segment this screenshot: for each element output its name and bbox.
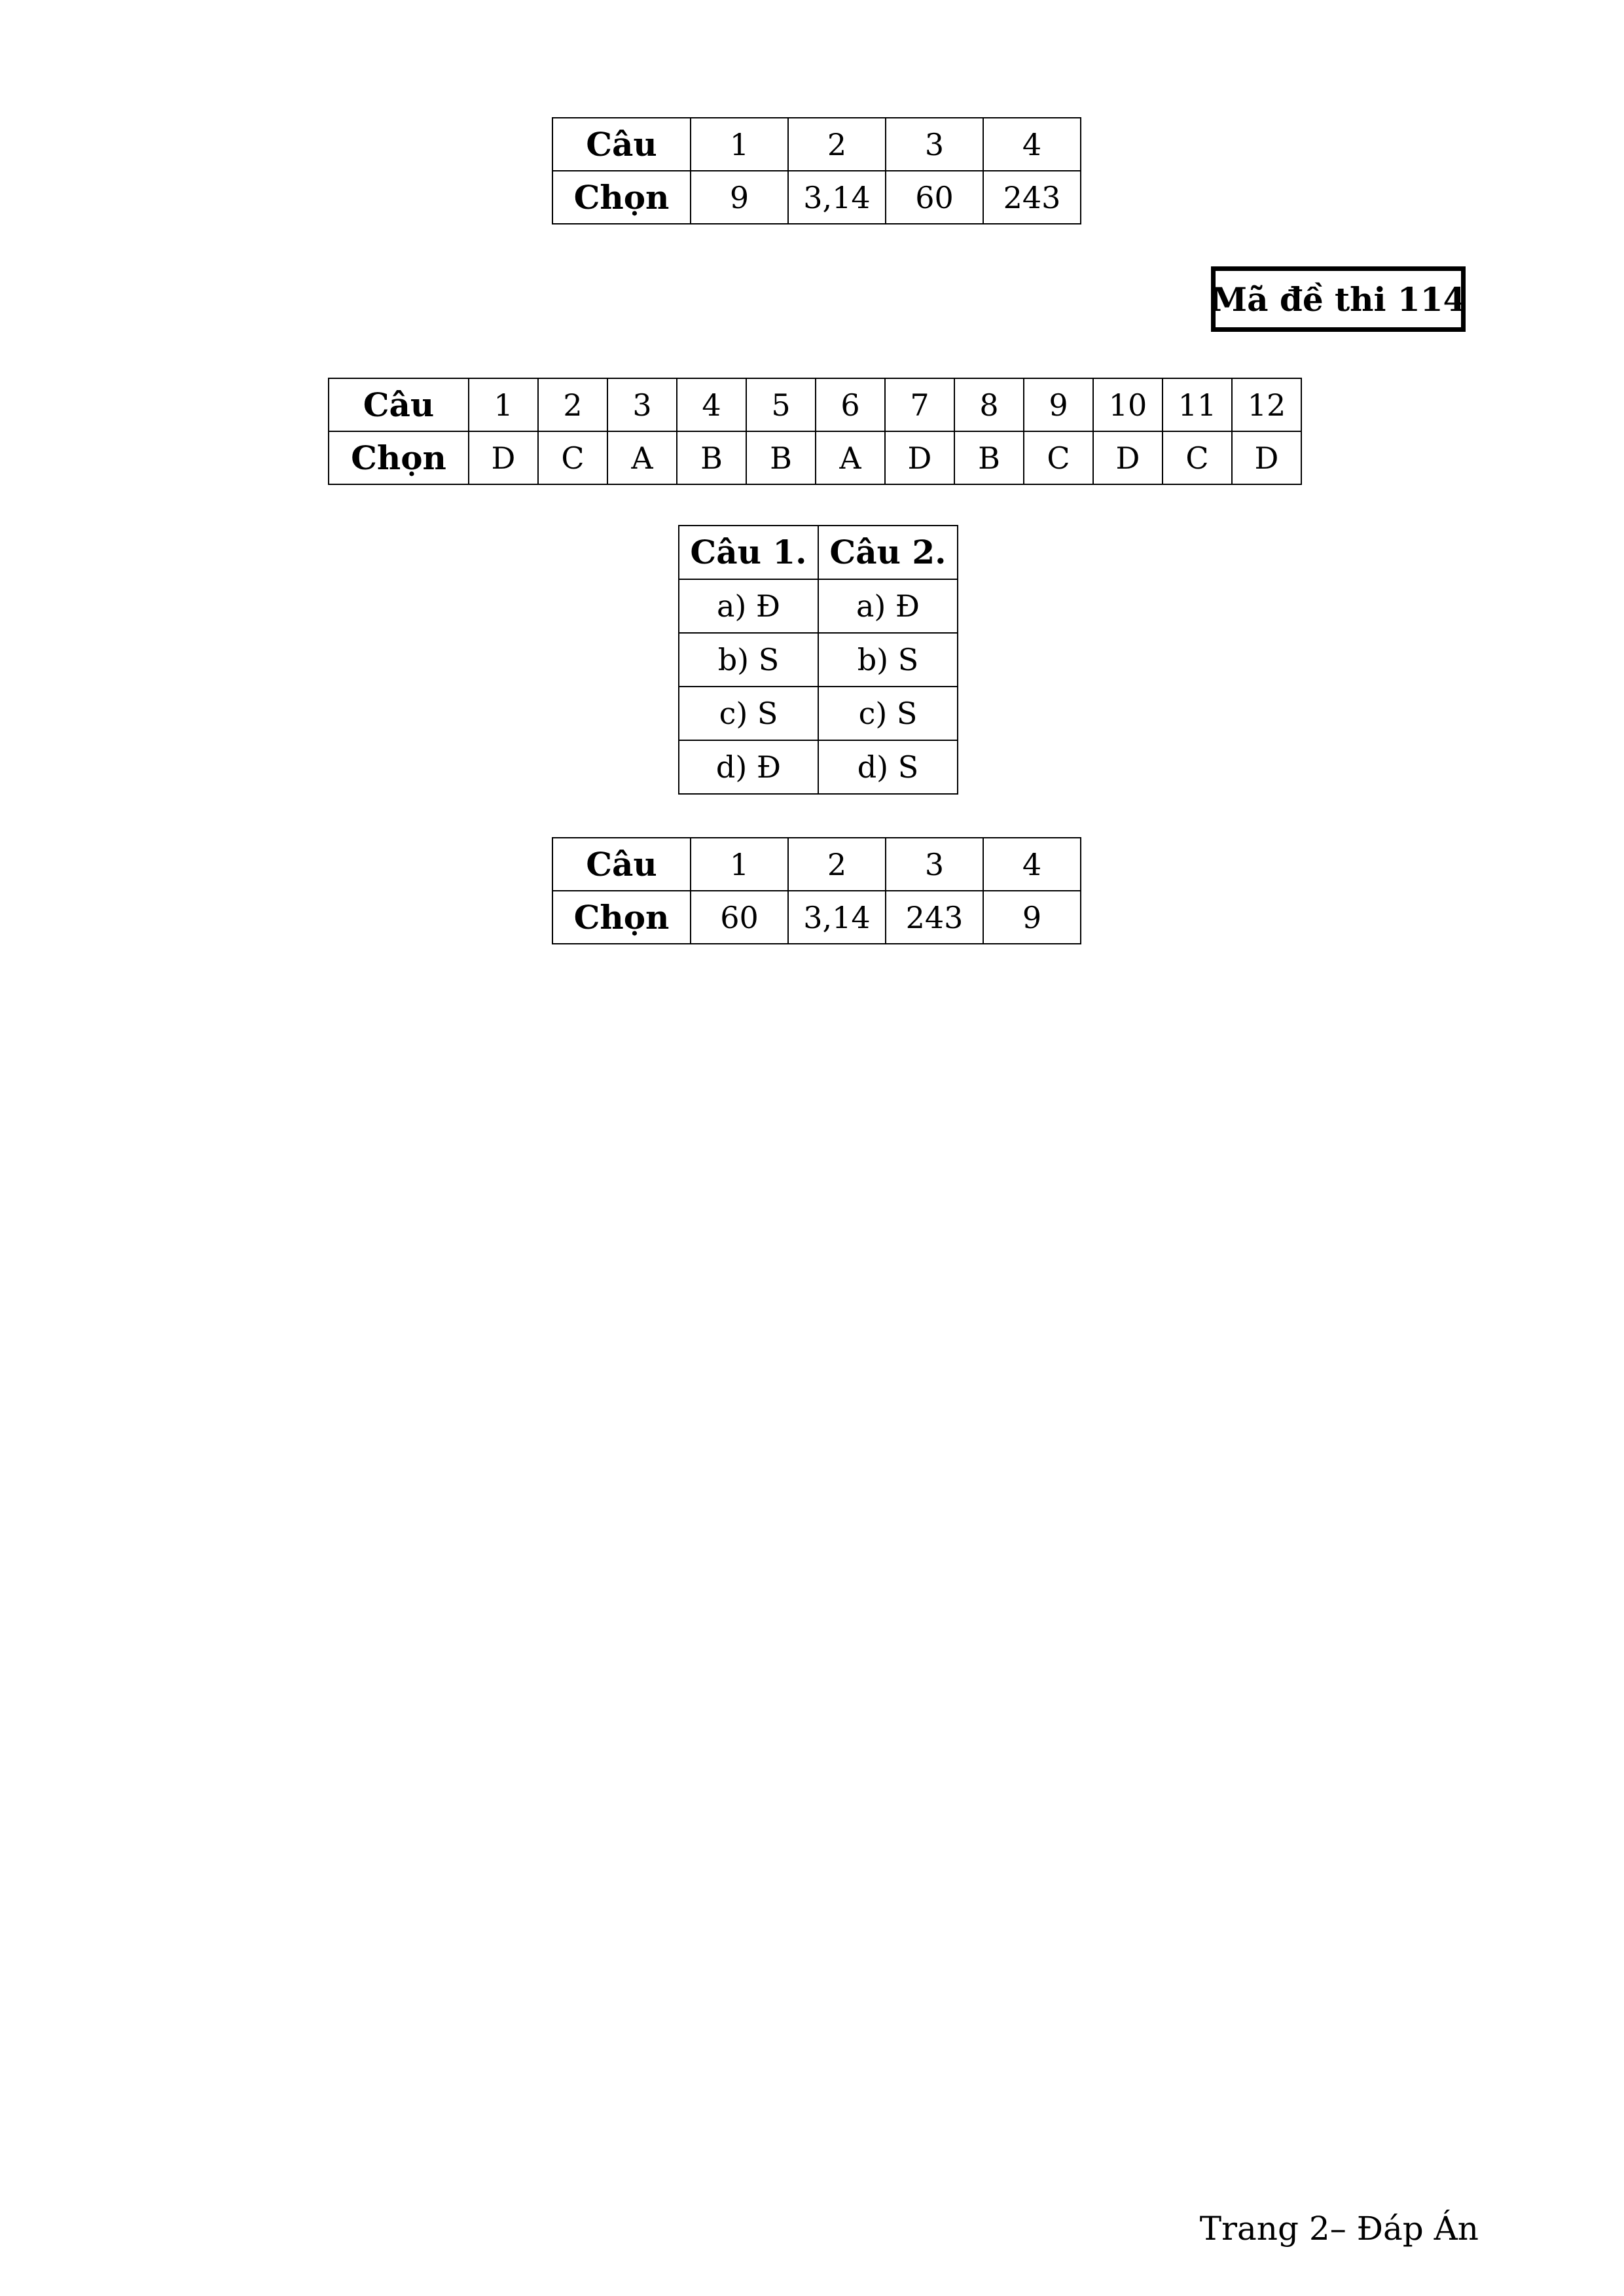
- question-number: 4: [983, 838, 1081, 891]
- question-number: 12: [1232, 378, 1301, 431]
- question-number: 2: [788, 118, 886, 171]
- question-number: 10: [1093, 378, 1163, 431]
- answer-cell: a) Đ: [818, 579, 958, 633]
- question-number: 7: [885, 378, 954, 431]
- answer-cell: b) S: [818, 633, 958, 687]
- answer-cell: 9: [983, 891, 1081, 944]
- answer-row: [679, 633, 958, 687]
- answer-cell: B: [746, 431, 816, 484]
- answer-cell: c) S: [679, 687, 818, 740]
- question-number: 1: [691, 838, 788, 891]
- answer-cell: A: [816, 431, 885, 484]
- question-row: [552, 118, 1081, 171]
- page-footer: Trang 2– Đáp Án: [1199, 2210, 1479, 2248]
- answer-cell: D: [1232, 431, 1301, 484]
- answer-cell: 60: [886, 171, 983, 224]
- answer-cell: 9: [691, 171, 788, 224]
- question-number: 6: [816, 378, 885, 431]
- answer-cell: c) S: [818, 687, 958, 740]
- choice-header: Chọn: [329, 431, 469, 484]
- question-number: 3: [607, 378, 677, 431]
- answer-cell: C: [1024, 431, 1093, 484]
- answer-cell: C: [1163, 431, 1232, 484]
- answer-cell: d) Đ: [679, 740, 818, 794]
- answer-row: [679, 687, 958, 740]
- question-header: Câu: [552, 838, 691, 891]
- answer-row: [552, 891, 1081, 944]
- choice-header: Chọn: [552, 171, 691, 224]
- header-row: [679, 526, 958, 579]
- question-number: 5: [746, 378, 816, 431]
- question-row: [329, 378, 1301, 431]
- answer-cell: C: [538, 431, 607, 484]
- question-row: [552, 838, 1081, 891]
- question-number: 1: [691, 118, 788, 171]
- answer-row: [679, 579, 958, 633]
- short-answer-table-1: [552, 117, 1081, 224]
- answer-cell: b) S: [679, 633, 818, 687]
- choice-header: Chọn: [552, 891, 691, 944]
- answer-cell: B: [677, 431, 746, 484]
- short-answer-table-2: [552, 837, 1081, 944]
- answer-cell: 60: [691, 891, 788, 944]
- exam-code-box: Mã đề thi 114: [1211, 266, 1466, 332]
- answer-cell: a) Đ: [679, 579, 818, 633]
- question-number: 3: [886, 118, 983, 171]
- answer-cell: 243: [983, 171, 1081, 224]
- question-number: 9: [1024, 378, 1093, 431]
- question-number: 8: [954, 378, 1024, 431]
- question-header: Câu 2.: [818, 526, 958, 579]
- question-number: 2: [538, 378, 607, 431]
- question-number: 4: [983, 118, 1081, 171]
- answer-cell: 243: [886, 891, 983, 944]
- answer-cell: d) S: [818, 740, 958, 794]
- answer-row: [552, 171, 1081, 224]
- question-header: Câu: [329, 378, 469, 431]
- answer-cell: D: [1093, 431, 1163, 484]
- answer-row: [679, 740, 958, 794]
- question-number: 11: [1163, 378, 1232, 431]
- question-number: 1: [469, 378, 538, 431]
- answer-cell: D: [885, 431, 954, 484]
- answer-row: [329, 431, 1301, 484]
- answer-cell: A: [607, 431, 677, 484]
- answer-cell: 3,14: [788, 171, 886, 224]
- answer-cell: D: [469, 431, 538, 484]
- multiple-choice-table: [328, 378, 1302, 485]
- question-number: 2: [788, 838, 886, 891]
- question-number: 4: [677, 378, 746, 431]
- answer-cell: B: [954, 431, 1024, 484]
- true-false-table: [678, 525, 958, 795]
- question-number: 3: [886, 838, 983, 891]
- question-header: Câu 1.: [679, 526, 818, 579]
- answer-cell: 3,14: [788, 891, 886, 944]
- question-header: Câu: [552, 118, 691, 171]
